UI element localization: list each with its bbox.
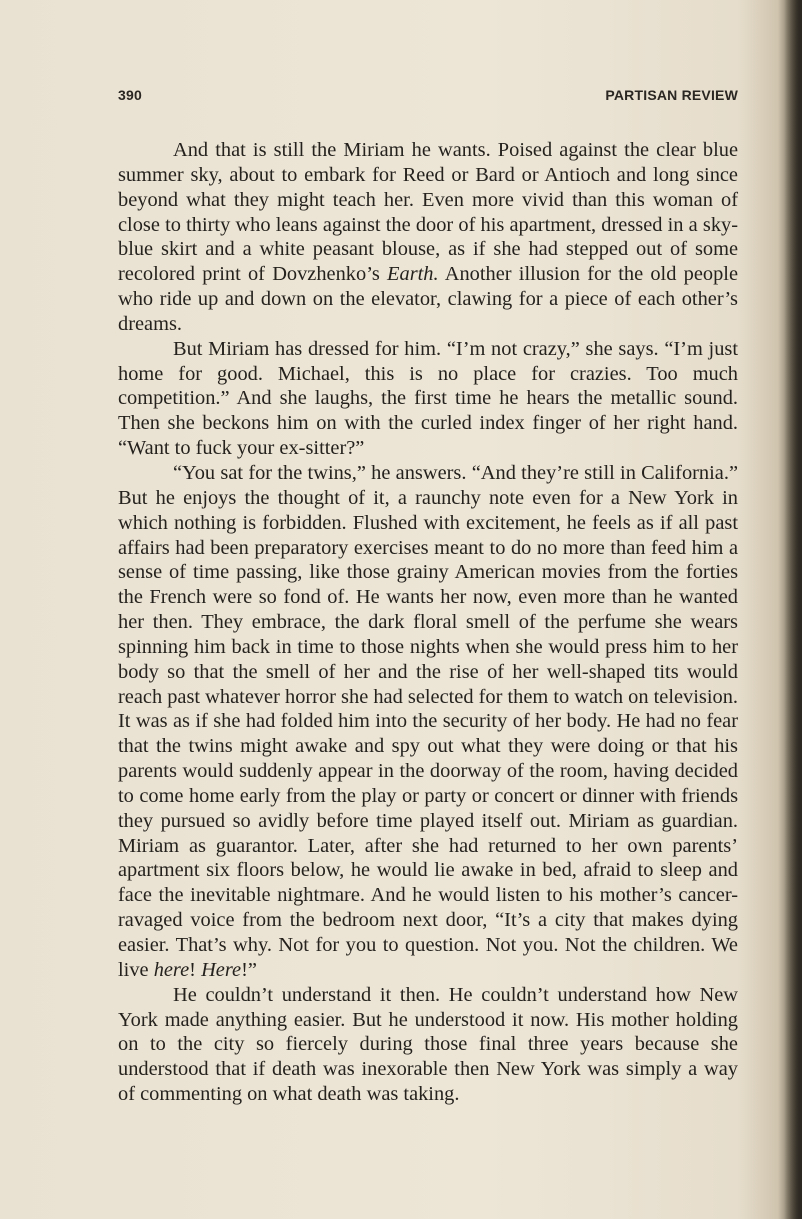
journal-title: PARTISAN REVIEW — [605, 87, 738, 103]
paragraph-1-tail: Another illusion for the old people who ride up and down on the elevator, clawing for a piece of each other’s dreams. — [118, 263, 738, 335]
paragraph-1 — [118, 138, 738, 337]
running-header — [118, 87, 738, 107]
paragraph-4: He couldn’t understand it then. He couldn’t understand how New York made anything easier. But he understood it now. His mother holding on to the city so fiercely during those final three years because she understood that if death was inexorable then New York was simply a way of commenting on what death was taking. — [118, 983, 738, 1106]
book-spine-shadow — [784, 0, 802, 1219]
page-number: 390 — [118, 87, 142, 103]
italic-here-2: Here — [201, 958, 242, 981]
paragraph-3-end: !” — [241, 958, 257, 981]
film-title-italic: Earth. — [387, 263, 439, 286]
body-text — [118, 138, 738, 1107]
paragraph-3-text: “You sat for the twins,” he answers. “And they’re still in California.” But he enjoys the thought of it, a raunchy note even for a New York in which nothing is forbidden. Flushed with excitement, he feels as if all past affairs had been preparatory exercises meant to do no more than feed him a sense of time passing, like those grainy American movies from the forties the French were so fond of. He wants her now, even more than he wanted her then. They embrace, the dark floral smell of the perfume she wears spinning him back in time to those nights when she would press him to her body so that the smell of her and the rise of her well-shaped tits would reach past whatever horror she had selected for them to watch on television. It was as if she had folded him into the security of her body. He had no fear that the twins might awake and spy out what they were doing or that his parents would suddenly appear in the doorway of the room, having decided to come home early from the play or party or concert or dinner with friends they pursued so avidly before time played itself out. Miriam as guardian. Miriam as guarantor. Later, after she had returned to her own parents’ apartment six floors below, he would lie awake in bed, afraid to sleep and face the inevitable nightmare. And he would listen to his mother’s cancer-ravaged voice from the bedroom next door, “It’s a city that makes dying easier. That’s why. Not for you to question. Not you. Not the children. We live — [118, 461, 738, 981]
paragraph-3-mid: ! — [189, 958, 196, 981]
paragraph-1-text: And that is still the Miriam he wants. Poised against the clear blue summer sky, about to embark for Reed or Bard or Antioch and long since beyond what they might teach her. Even more vivid than this woman of close to thirty who leans against the door of his apartment, dressed in a sky-blue skirt and a white peasant blouse, as if she had stepped out of some recolored print of Dovzhenko’s — [118, 139, 738, 286]
paragraph-3 — [118, 461, 738, 983]
italic-here-1: here — [153, 958, 190, 981]
paragraph-2: But Miriam has dressed for him. “I’m not crazy,” she says. “I’m just home for good. Michael, this is no place for crazies. Too much competition.” And she laughs, the first time he hears the metallic sound. Then she beckons him on with the curled index finger of her right hand. “Want to fuck your ex-sitter?” — [118, 337, 738, 460]
